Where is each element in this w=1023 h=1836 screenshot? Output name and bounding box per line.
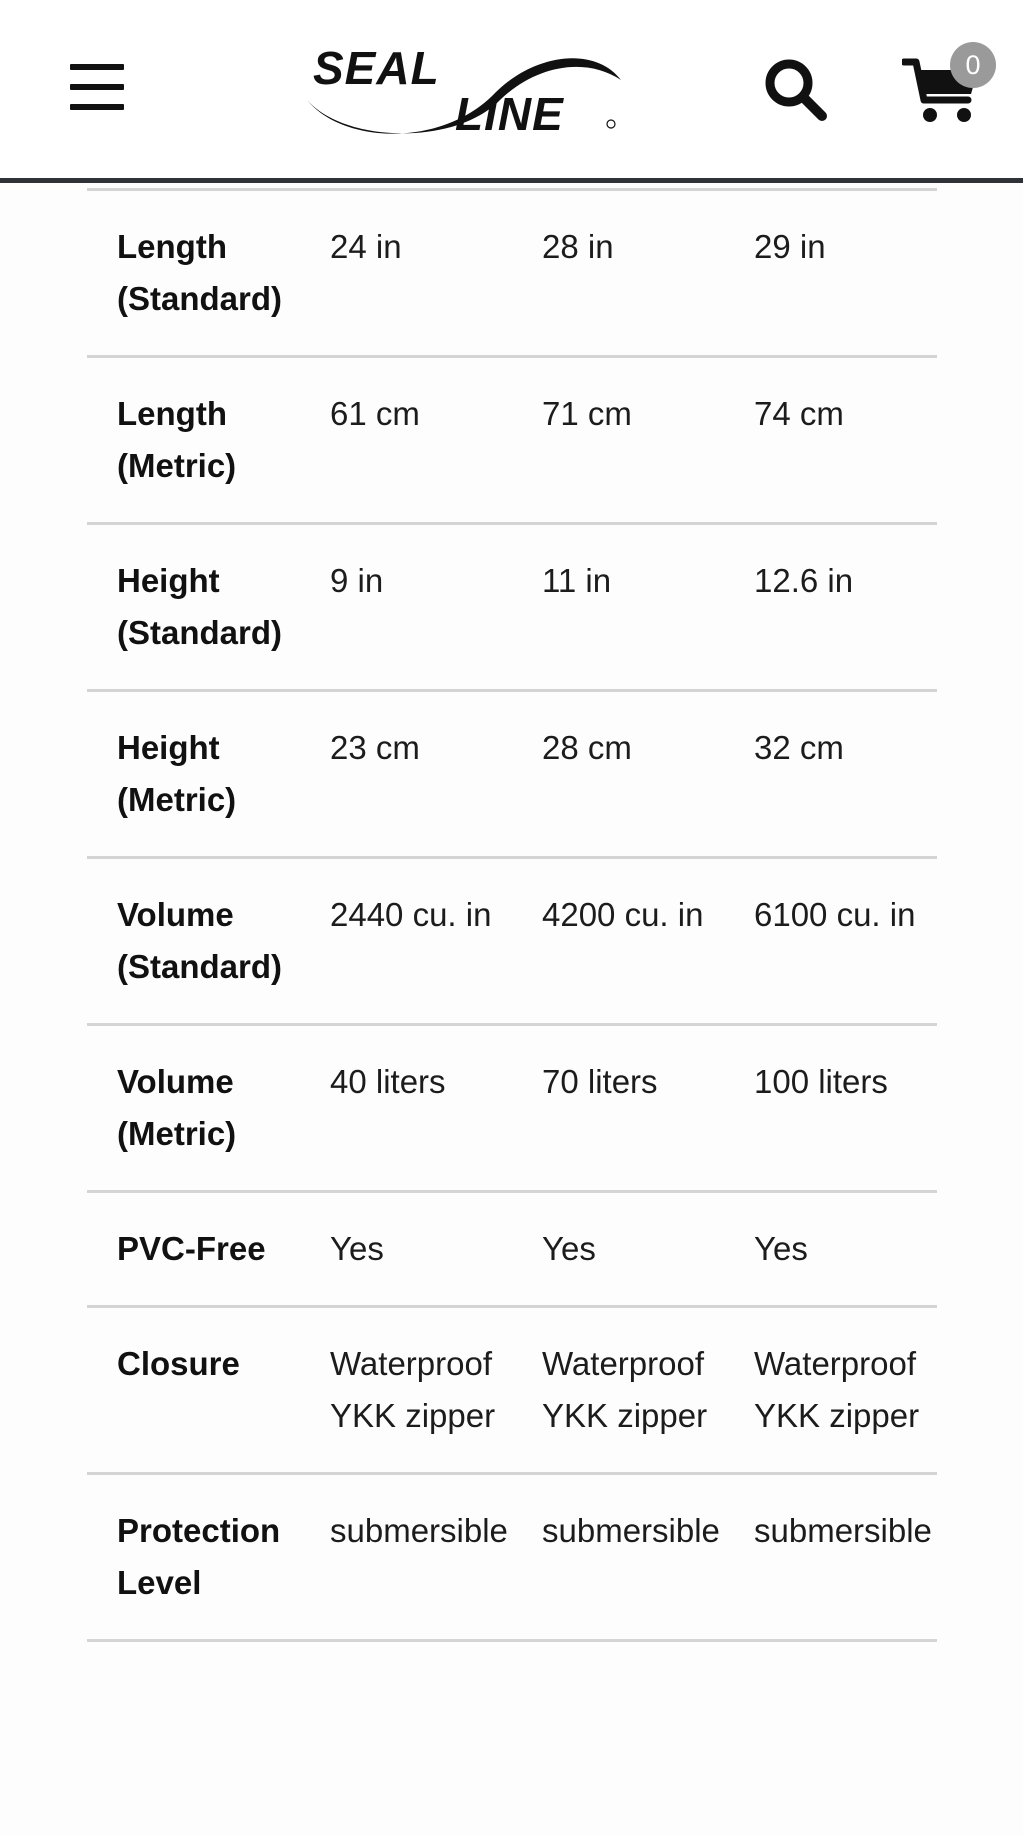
spec-value: 2440 cu. in	[330, 896, 492, 933]
svg-text:LINE: LINE	[455, 88, 564, 138]
spec-value: submersible	[754, 1512, 932, 1549]
spec-label: Volume (Metric)	[117, 1063, 237, 1152]
spec-value: Waterproof YKK zipper	[542, 1345, 708, 1434]
spec-label: Closure	[117, 1345, 240, 1382]
table-row	[87, 1025, 937, 1192]
spec-value: Waterproof YKK zipper	[754, 1345, 920, 1434]
spec-label: Protection Level	[117, 1512, 281, 1601]
spec-value: 71 cm	[542, 395, 632, 432]
spec-value: 32 cm	[754, 729, 844, 766]
spec-value: 100 liters	[754, 1063, 888, 1100]
table-row	[87, 1307, 937, 1474]
sealline-logo[interactable]	[305, 38, 625, 138]
spec-value: 23 cm	[330, 729, 420, 766]
svg-text:SEAL: SEAL	[313, 42, 440, 94]
spec-value: Yes	[330, 1230, 384, 1267]
site-header	[0, 0, 1023, 183]
spec-label: Length (Metric)	[117, 395, 237, 484]
spec-value: 70 liters	[542, 1063, 658, 1100]
spec-value: 28 in	[542, 228, 614, 265]
spec-label: Length (Standard)	[117, 228, 282, 317]
spec-value: 61 cm	[330, 395, 420, 432]
spec-value: Yes	[754, 1230, 808, 1267]
spec-value: 12.6 in	[754, 562, 854, 599]
spec-value: 9 in	[330, 562, 384, 599]
spec-value: 6100 cu. in	[754, 896, 916, 933]
spec-value: submersible	[542, 1512, 720, 1549]
cart-count-badge[interactable]: 0	[950, 42, 996, 88]
search-icon[interactable]	[762, 56, 828, 122]
spec-label: PVC-Free	[117, 1230, 266, 1267]
table-row	[87, 858, 937, 1025]
spec-value: 4200 cu. in	[542, 896, 704, 933]
spec-value: 29 in	[754, 228, 826, 265]
spec-label: Height (Standard)	[117, 562, 282, 651]
spec-value: 74 cm	[754, 395, 844, 432]
table-row	[87, 1474, 937, 1641]
table-row	[87, 357, 937, 524]
table-row	[87, 691, 937, 858]
spec-value: Yes	[542, 1230, 596, 1267]
spec-value: 28 cm	[542, 729, 632, 766]
spec-value: submersible	[330, 1512, 508, 1549]
specs-table	[87, 188, 937, 1642]
spec-value: 40 liters	[330, 1063, 446, 1100]
table-row	[87, 190, 937, 357]
spec-value: Waterproof YKK zipper	[330, 1345, 496, 1434]
spec-label: Height (Metric)	[117, 729, 237, 818]
spec-value: 24 in	[330, 228, 402, 265]
spec-label: Volume (Standard)	[117, 896, 282, 985]
table-row	[87, 524, 937, 691]
spec-value: 11 in	[542, 562, 612, 599]
table-row	[87, 1192, 937, 1307]
hamburger-menu-icon[interactable]	[70, 64, 124, 110]
